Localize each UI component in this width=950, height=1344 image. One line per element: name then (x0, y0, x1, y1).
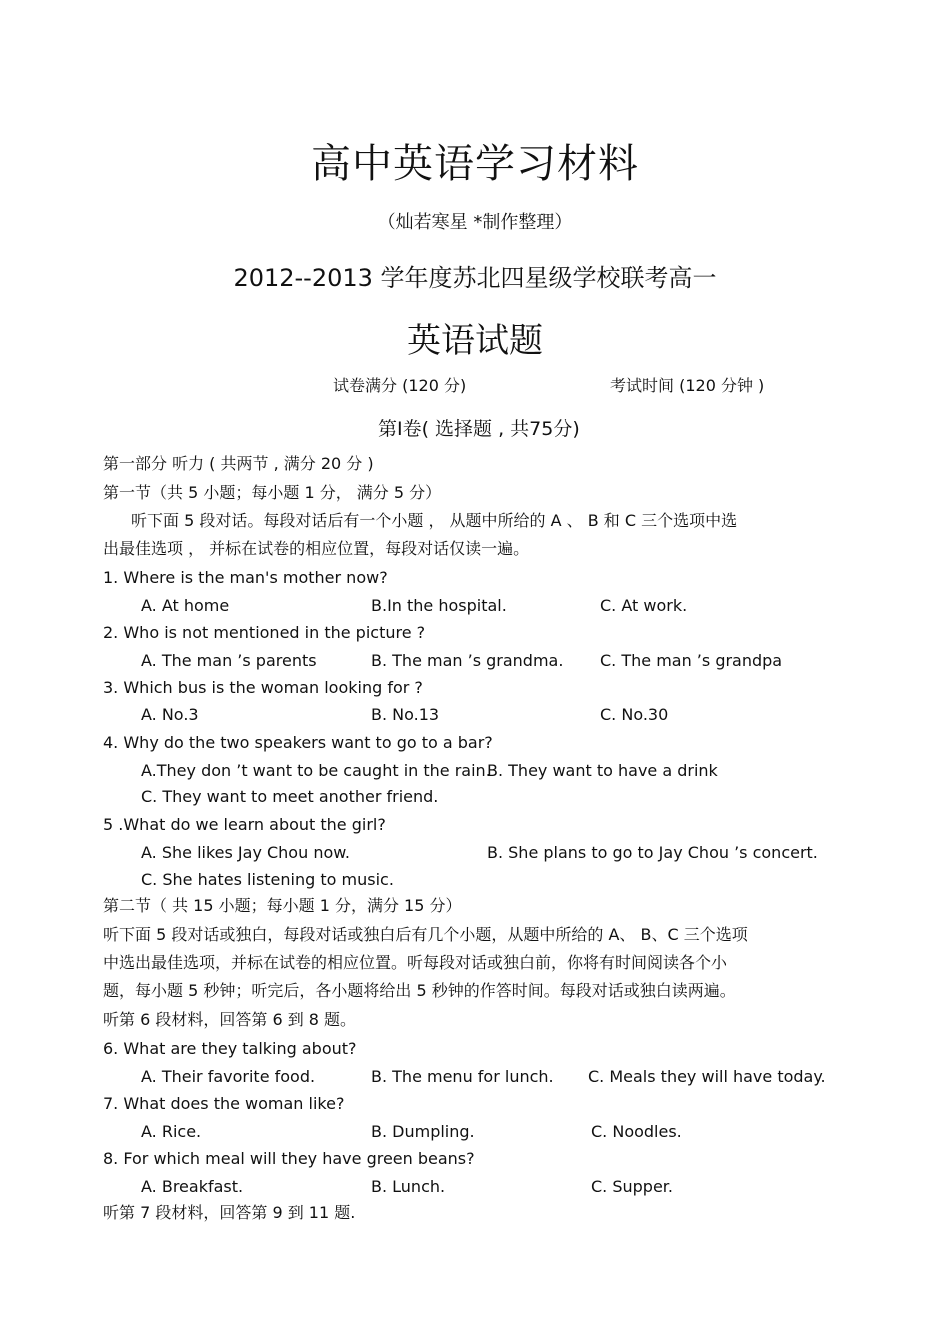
question-3: 3. Which bus is the woman looking for ? (103, 678, 423, 697)
q5-option-c: C. She hates listening to music. (141, 870, 394, 889)
volume-heading: 第Ⅰ卷( 选择题 , 共75分) (378, 418, 580, 440)
q3-option-a: A. No.3 (141, 705, 199, 724)
q7-option-a: A. Rice. (141, 1122, 202, 1141)
document-subtitle: （灿若寒星 *制作整理） (377, 212, 573, 233)
passage-6-instruction: 听第 6 段材料，回答第 6 到 8 题。 (103, 1010, 357, 1029)
q2-option-c: C. The man ’s grandpa (600, 651, 783, 670)
section1-heading: 第一节（共 5 小题；每小题 1 分， 满分 5 分） (103, 483, 442, 502)
q4-option-a: A.They don ’t want to be caught in the rain. (141, 761, 491, 780)
section1-instruction-line2: 出最佳选项 ， 并标在试卷的相应位置，每段对话仅读一遍。 (103, 539, 530, 558)
question-1: 1. Where is the man's mother now? (103, 568, 388, 587)
full-score: 试卷满分 (120 分) (333, 376, 467, 395)
section2-instruction-line2: 中选出最佳选项，并标在试卷的相应位置。听每段对话或独白前，你将有时间阅读各个小 (103, 953, 728, 972)
question-2: 2. Who is not mentioned in the picture ? (103, 623, 426, 642)
q1-option-b: B.In the hospital. (371, 596, 507, 615)
passage-7-instruction: 听第 7 段材料，回答第 9 到 11 题. (103, 1203, 356, 1222)
q4-option-c: C. They want to meet another friend. (141, 787, 439, 806)
q6-option-a: A. Their favorite food. (141, 1067, 316, 1086)
q8-option-b: B. Lunch. (371, 1177, 446, 1196)
q4-option-b: B. They want to have a drink (487, 761, 718, 780)
section2-instruction-line3: 题，每小题 5 秒钟；听完后，各小题将给出 5 秒钟的作答时间。每段对话或独白读两遍。 (103, 981, 736, 1000)
question-6: 6. What are they talking about? (103, 1039, 357, 1058)
q3-option-b: B. No.13 (371, 705, 440, 724)
exam-title: 2012--2013 学年度苏北四星级学校联考高一 (233, 264, 717, 292)
part1-heading: 第一部分 听力 ( 共两节 , 满分 20 分 ) (103, 454, 374, 473)
q1-option-a: A. At home (141, 596, 230, 615)
question-8: 8. For which meal will they have green beans? (103, 1149, 475, 1168)
q5-option-a: A. She likes Jay Chou now. (141, 843, 350, 862)
subject-title: 英语试题 (407, 321, 543, 361)
q5-option-b: B. She plans to go to Jay Chou ’s concert. (487, 843, 818, 862)
q2-option-b: B. The man ’s grandma. (371, 651, 564, 670)
question-7: 7. What does the woman like? (103, 1094, 345, 1113)
section1-instruction-line1: 听下面 5 段对话。每段对话后有一个小题 ， 从题中所给的 A 、 B 和 C 三个选项中选 (131, 511, 738, 530)
q1-option-c: C. At work. (600, 596, 688, 615)
document-title: 高中英语学习材料 (311, 141, 639, 187)
q6-option-b: B. The menu for lunch. (371, 1067, 554, 1086)
question-4: 4. Why do the two speakers want to go to a bar? (103, 733, 493, 752)
q8-option-a: A. Breakfast. (141, 1177, 244, 1196)
section2-heading: 第二节（ 共 15 小题；每小题 1 分，满分 15 分） (103, 896, 462, 915)
q2-option-a: A. The man ’s parents (141, 651, 317, 670)
question-5: 5 .What do we learn about the girl? (103, 815, 386, 834)
q7-option-c: C. Noodles. (591, 1122, 682, 1141)
q7-option-b: B. Dumpling. (371, 1122, 475, 1141)
section2-instruction-line1: 听下面 5 段对话或独白，每段对话或独白后有几个小题，从题中所给的 A、 B、C 三个选项 (103, 925, 748, 944)
exam-time: 考试时间 (120 分钟 ) (610, 376, 765, 395)
q8-option-c: C. Supper. (591, 1177, 673, 1196)
q6-option-c: C. Meals they will have today. (588, 1067, 826, 1086)
q3-option-c: C. No.30 (600, 705, 669, 724)
